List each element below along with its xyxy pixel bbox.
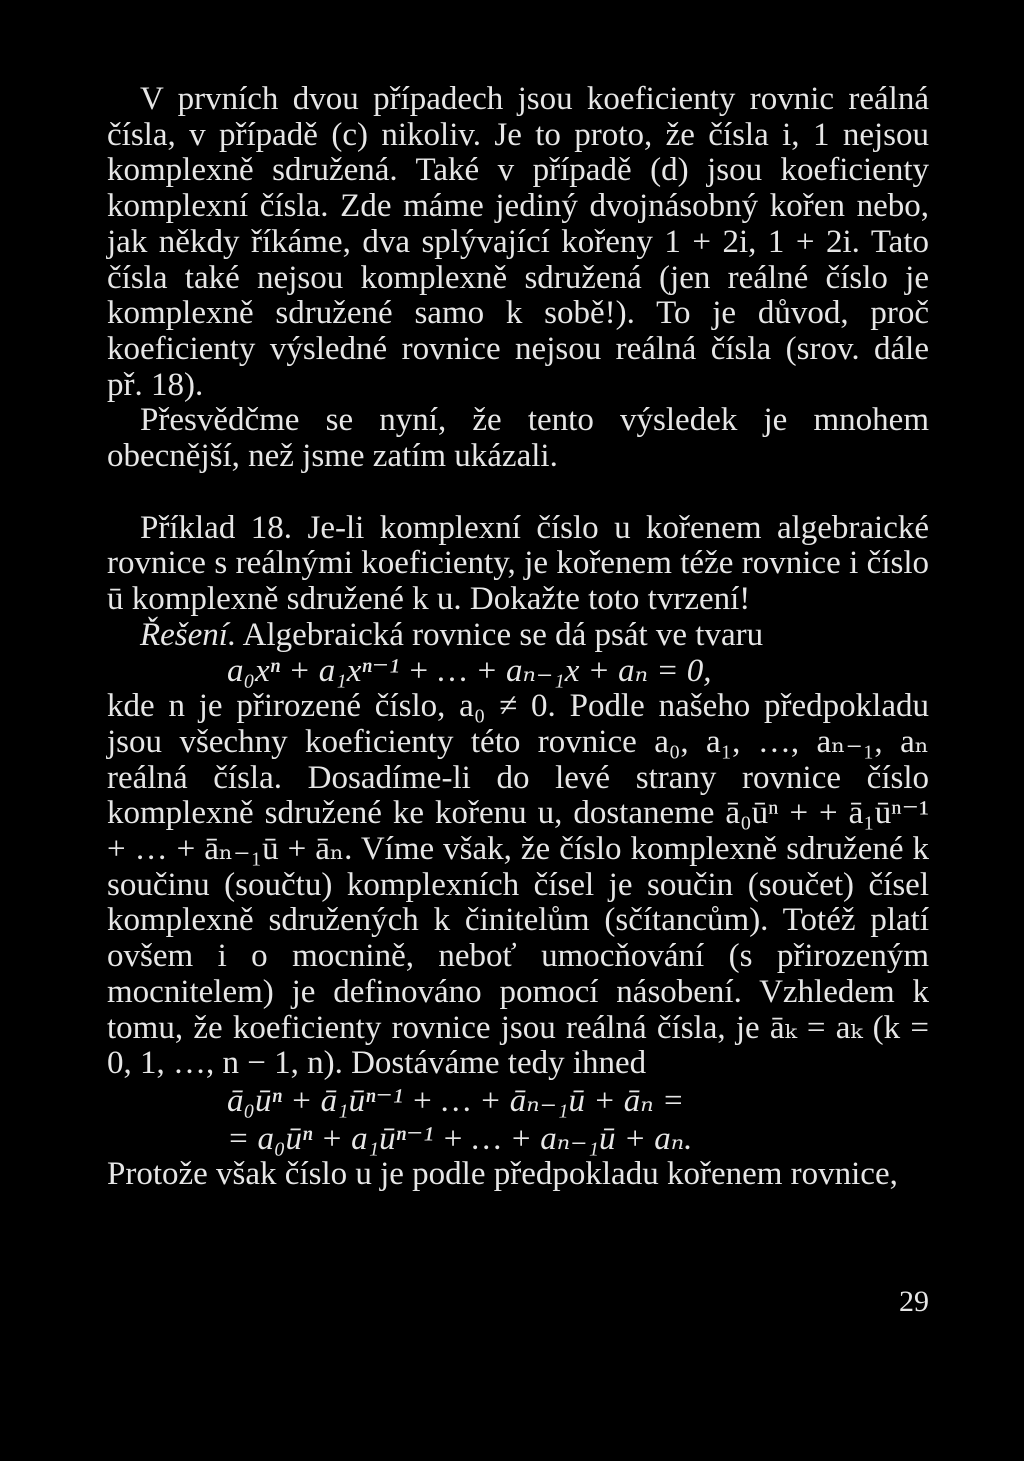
equation-2: ā₀ūⁿ + ā₁ūⁿ⁻¹ + … + āₙ₋₁ū + āₙ =: [227, 1082, 685, 1119]
equation-1: a₀xⁿ + a₁xⁿ⁻¹ + … + aₙ₋₁x + aₙ = 0,: [227, 652, 712, 689]
paragraph-1: V prvních dvou případech jsou koeficienty rovnic reálná čísla, v případě (c) nikoliv. Je to proto, že čísla i, 1 nejsou komplexně sdružená. Také v případě (d) jsou koeficienty komplexní čísla. Zde máme jediný dvojnásobný kořen nebo, jak někdy říkáme, dva splývající kořeny 1 + 2i, 1 + 2i. Tato čísla také nejsou komplexně sdružená (jen reálné číslo je komplexně sdružené samo k sobě!). To je důvod, proč koeficienty výsledné rovnice nejsou reálná čísla (srov. dále př. 18).: [107, 81, 929, 403]
example-18: [107, 511, 929, 618]
solution-body: kde n je přirozené číslo, a₀ ≠ 0. Podle našeho předpokladu jsou všechny koeficienty této rovnice a₀, a₁, …, aₙ₋₁, aₙ reálná čísla. Dosadíme-li do levé strany rovnice číslo komplexně sdružené ke kořenu u, dostaneme ā₀ūⁿ + + ā₁ūⁿ⁻¹ + … + āₙ₋₁ū + āₙ. Víme však, že číslo komplexně sdružené k součinu (součtu) komplexních čísel je součin (součet) čísel komplexně sdružených k činitelům (sčítancům). Totéž platí ovšem i o mocnině, neboť umocňování (s přirozeným mocnitelem) je definováno pomocí násobení. Vzhledem k tomu, že koeficienty rovnice jsou reálná čísla, je āₖ = aₖ (k = 0, 1, …, n − 1, n). Dostáváme tedy ihned: [107, 688, 929, 1082]
page-body: [107, 82, 929, 1193]
closing-line: Protože však číslo u je podle předpokladu kořenem rovnice,: [107, 1156, 898, 1193]
solution-label: Řešení.: [140, 616, 237, 653]
paragraph-2: Přesvědčme se nyní, že tento výsledek je mnohem obecnější, než jsme zatím ukázali.: [107, 402, 929, 475]
equation-3: = a₀ūⁿ + a₁ūⁿ⁻¹ + … + aₙ₋₁ū + aₙ.: [227, 1120, 693, 1157]
page-number: 29: [899, 1285, 929, 1318]
solution-intro-text: Algebraická rovnice se dá psát ve tvaru: [236, 616, 764, 653]
example-text: Je-li komplexní číslo u kořenem algebraické rovnice s reálnými koeficienty, je kořenem téže rovnice i číslo ū komplexně sdružené k u. Dokažte toto tvrzení!: [107, 509, 930, 618]
solution-intro: [107, 618, 929, 654]
example-label: Příklad 18.: [140, 509, 293, 546]
section-gap: [107, 475, 929, 511]
